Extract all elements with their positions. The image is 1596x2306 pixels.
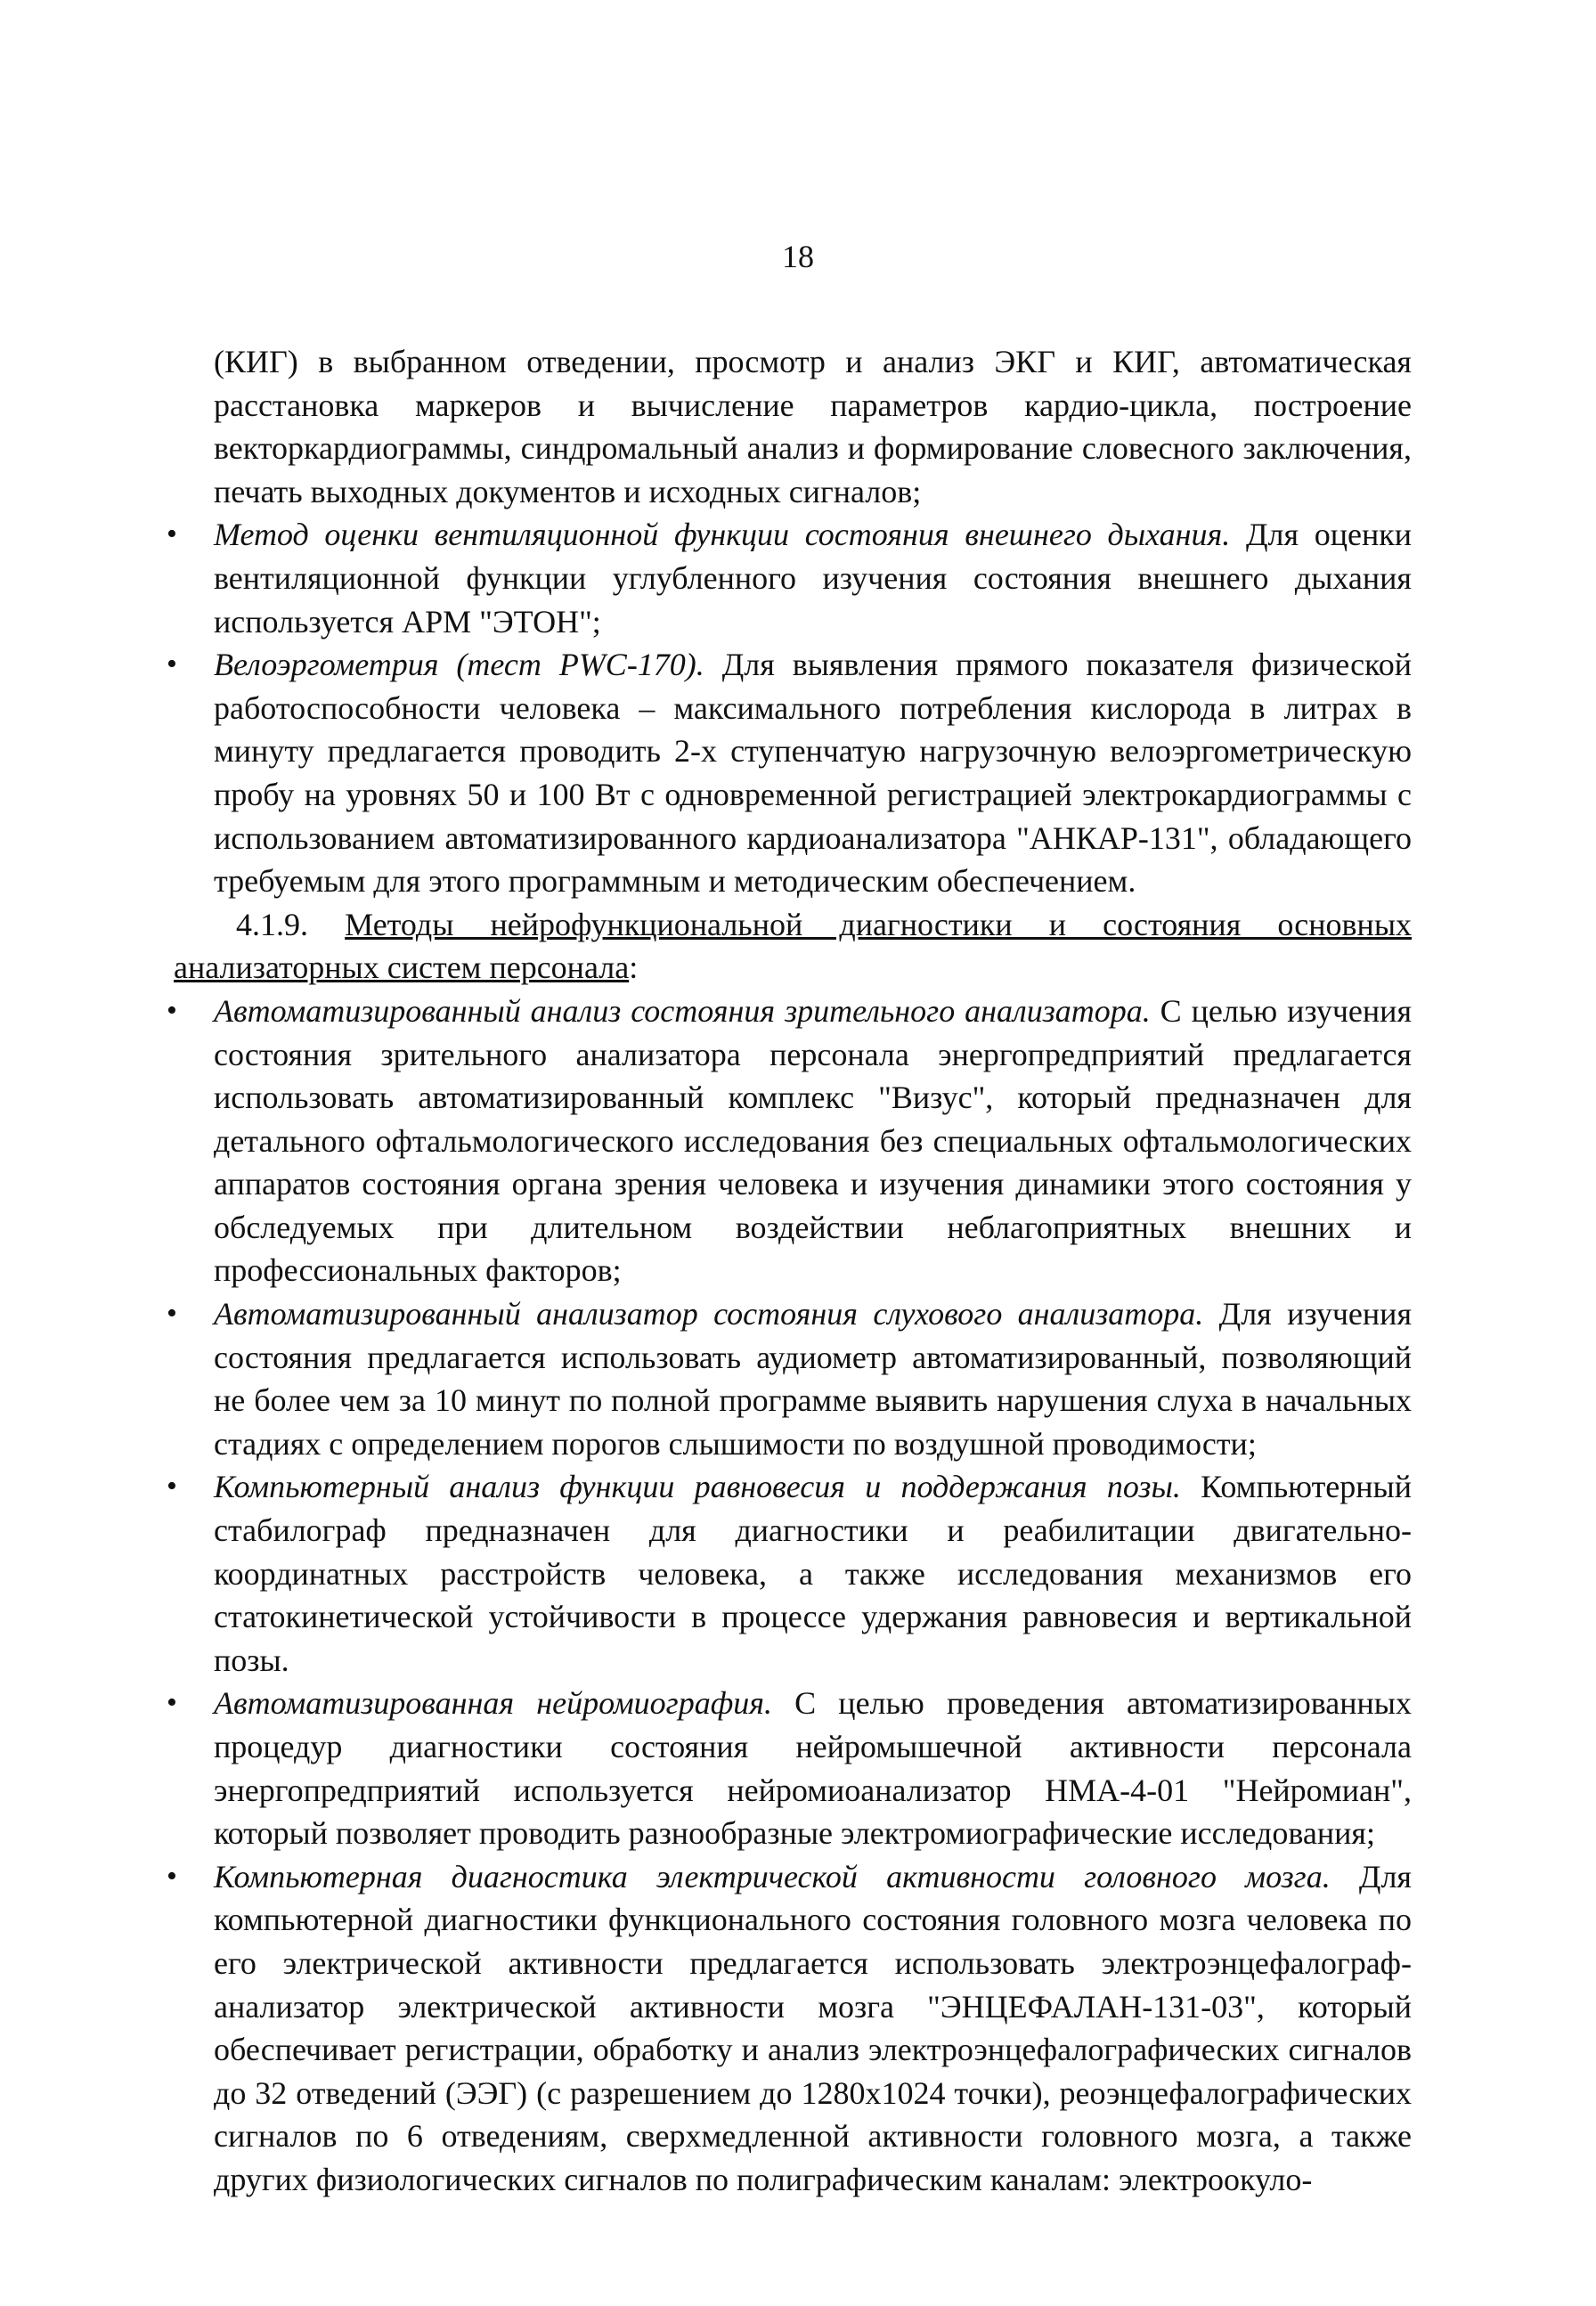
bullet-icon: •: [167, 1859, 177, 1893]
list-item-lead: Компьютерная диагностика электрической активности головного мозга.: [214, 1858, 1331, 1895]
list-item: [167, 1292, 1413, 1465]
list-item-lead: Автоматизированный анализатор состояния слухового анализатора.: [214, 1296, 1204, 1332]
list-item: [167, 990, 1412, 1292]
list-item-lead: Велоэргометрия (тест PWC-170).: [214, 647, 704, 683]
bullet-icon: •: [167, 1686, 177, 1720]
list-item-text: Компьютерный стабилограф предназначен для диагностики и реабилитации двигательно-координатных расстройств человека, а также исследования механизмов его статокинетической устойчивости в процессе удержания равновесия и вертикальной позы.: [214, 1469, 1412, 1678]
list-item: [167, 1465, 1412, 1682]
list-item: [167, 643, 1412, 903]
list-item-text: Для изучения состояния предлагается использовать аудиометр автоматизированный, позволяющий не более чем за 10 минут по полной программе выявить нарушения слуха в начальных стадиях с определением порогов слышимости по воздушной проводимости;: [214, 1296, 1413, 1462]
bullet-icon: •: [167, 517, 177, 551]
list-item-text: Для выявления прямого показателя физической работоспособности человека – максимального потребления кислорода в литрах в минуту предлагается проводить 2-х ступенчатую нагрузочную велоэргометрическую пробу на уровнях 50 и 100 Вт с одновременной регистрацией электрокардиограммы с использованием автоматизированного кардиоанализатора "АНКАР-131", обладающего требуемым для этого программным и методическим обеспечением.: [214, 647, 1412, 900]
section-title-suffix: :: [629, 949, 639, 986]
list-item-lead: Автоматизированная нейромиография.: [214, 1685, 773, 1722]
section-heading: [174, 903, 1412, 990]
list-item-text: Для компьютерной диагностики функционального состояния головного мозга человека по его электрической активности предлагается использовать электроэнцефалограф-анализатор электрической активности мозга "ЭНЦЕФАЛАН-131-03", который обеспечивает регистрации, обработку и анализ электроэнцефалографических сигналов до 32 отведений (ЭЭГ) (с разрешением до 1280x1024 точки), реоэнцефалографических сигналов по 6 отведениям, сверхмедленной активности головного мозга, а также других физиологических сигналов по полиграфическим каналам: электроокуло-: [214, 1858, 1412, 2197]
list-item-lead: Метод оценки вентиляционной функции состояния внешнего дыхания.: [214, 517, 1231, 553]
list-item: [167, 513, 1412, 643]
list-item: [167, 1855, 1412, 2202]
list-item-text: Для оценки вентиляционной функции углубленного изучения состояния внешнего дыхания используется АРМ "ЭТОН";: [214, 517, 1412, 640]
bullet-list-top: [167, 513, 1412, 902]
opening-paragraph: (КИГ) в выбранном отведении, просмотр и анализ ЭКГ и КИГ, автоматическая расстановка маркеров и вычисление параметров кардио-цикла, построение векторкардиограммы, синдромальный анализ и формирование словесного заключения, печать выходных документов и исходных сигналов;: [214, 344, 1412, 509]
section-number: 4.1.9.: [236, 906, 308, 942]
document-body: [167, 340, 1413, 2202]
page-number: 18: [782, 239, 814, 274]
bullet-list-bottom: [167, 990, 1413, 2202]
list-item-text: С целью проведения автоматизированных процедур диагностики состояния нейромышечной активности персонала энергопредприятий используется нейромиоанализатор НМА-4-01 "Нейромиан", который позволяет проводить разнообразные электромиографические исследования;: [214, 1685, 1412, 1852]
list-item-lead: Автоматизированный анализ состояния зрительного анализатора.: [214, 992, 1151, 1029]
section-title: Методы нейрофункциональной диагностики и состояния основных анализаторных систем персонала: [174, 906, 1413, 986]
bullet-icon: •: [167, 993, 177, 1027]
bullet-icon: •: [167, 1470, 177, 1503]
list-item-lead: Компьютерный анализ функции равновесия и поддержания позы.: [214, 1469, 1181, 1505]
bullet-icon: •: [167, 648, 177, 681]
list-item: [167, 1682, 1412, 1854]
bullet-icon: •: [167, 1297, 177, 1331]
list-item-text: С целью изучения состояния зрительного анализатора персонала энергопредприятий предлагается использовать автоматизированный комплекс "Визус", который предназначен для детального офтальмологического исследования без специальных офтальмологических аппаратов состояния органа зрения человека и изучения динамики этого состояния у обследуемых при длительном воздействии неблагоприятных внешних и профессиональных факторов;: [214, 992, 1412, 1289]
